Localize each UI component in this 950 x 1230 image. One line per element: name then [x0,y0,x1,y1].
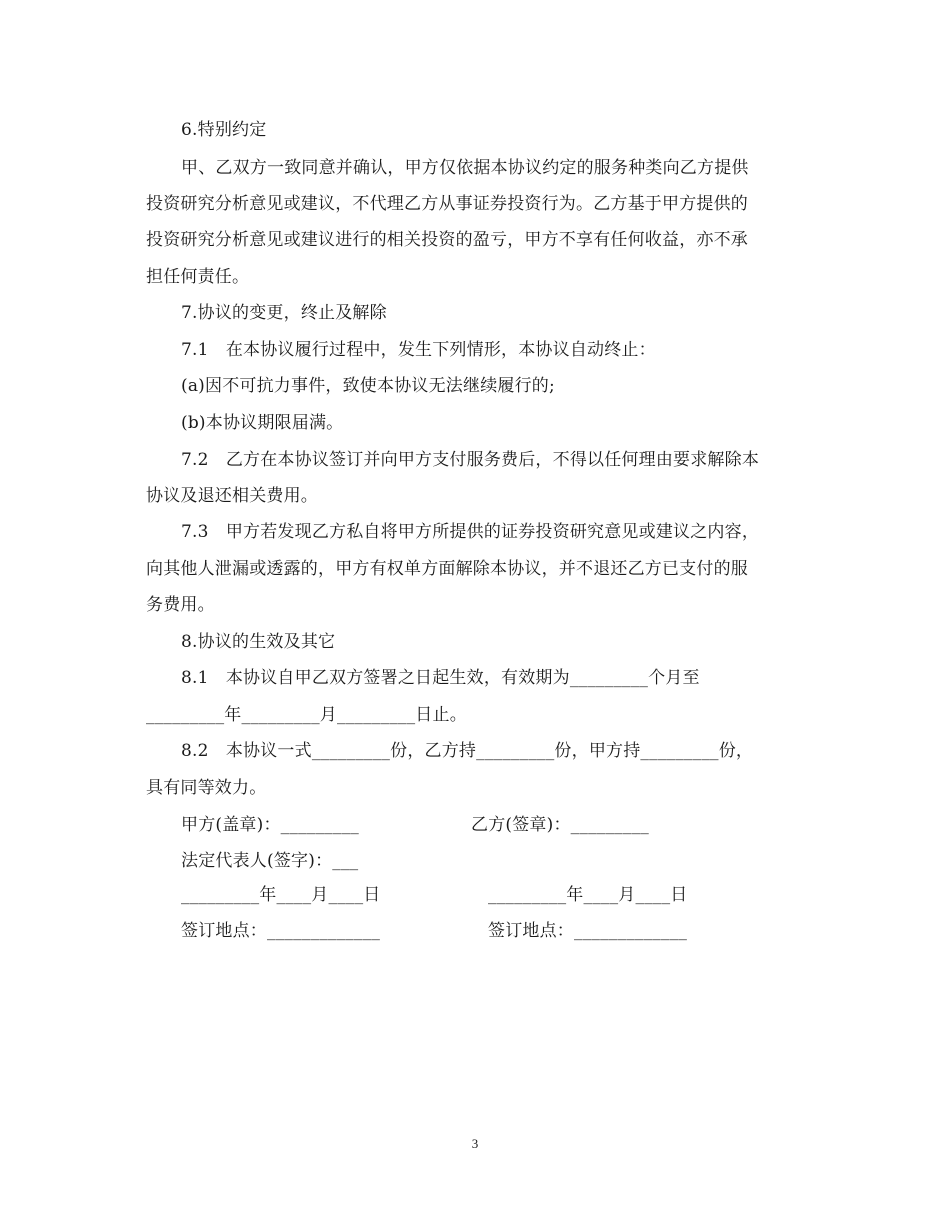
clause-7-2: 7.2 乙方在本协议签订并向甲方支付服务费后，不得以任何理由要求解除本 [181,450,760,470]
paragraph-line: _________年_________月_________日止。 [146,705,467,725]
place-field-b: 签订地点：_____________ [488,921,688,941]
clause-8-2: 8.2 本协议一式_________份，乙方持_________份，甲方持_________份， [181,741,754,761]
clause-8-1: 8.1 本协议自甲乙双方签署之日起生效，有效期为_________个月至 [181,668,700,688]
paragraph-line: 务费用。 [146,595,215,615]
party-b-sign-field: 乙方(签章)：_________ [471,815,649,835]
clause-7-1-a: (a)因不可抗力事件，致使本协议无法继续履行的; [181,376,555,396]
paragraph-line: 投资研究分析意见或建议，不代理乙方从事证券投资行为。乙方基于甲方提供的 [146,194,748,214]
clause-7-3: 7.3 甲方若发现乙方私自将甲方所提供的证券投资研究意见或建议之内容， [181,522,760,542]
paragraph-line: 甲、乙双方一致同意并确认，甲方仅依据本协议约定的服务种类向乙方提供 [181,158,749,178]
party-a-seal-field: 甲方(盖章)：_________ [181,815,359,835]
section-heading-6: 6.特别约定 [181,120,267,140]
section-heading-7: 7.协议的变更，终止及解除 [181,303,387,323]
paragraph-line: 向其他人泄漏或透露的，甲方有权单方面解除本协议，并不退还乙方已支付的服 [146,559,748,579]
page-number: 3 [471,1136,479,1151]
clause-7-1-b: (b)本协议期限届满。 [181,413,344,433]
section-heading-8: 8.协议的生效及其它 [181,632,336,652]
legal-rep-field: 法定代表人(签字)：___ [181,851,359,871]
date-field-a: _________年____月____日 [181,885,381,905]
clause-7-1: 7.1 在本协议履行过程中，发生下列情形，本协议自动终止： [181,340,656,360]
paragraph-line: 协议及退还相关费用。 [146,486,318,506]
place-field-a: 签订地点：_____________ [181,921,381,941]
paragraph-line: 具有同等效力。 [146,778,267,798]
paragraph-line: 投资研究分析意见或建议进行的相关投资的盈亏，甲方不享有任何收益，亦不承 [146,230,748,250]
date-field-b: _________年____月____日 [488,885,688,905]
paragraph-line: 担任何责任。 [146,267,250,287]
